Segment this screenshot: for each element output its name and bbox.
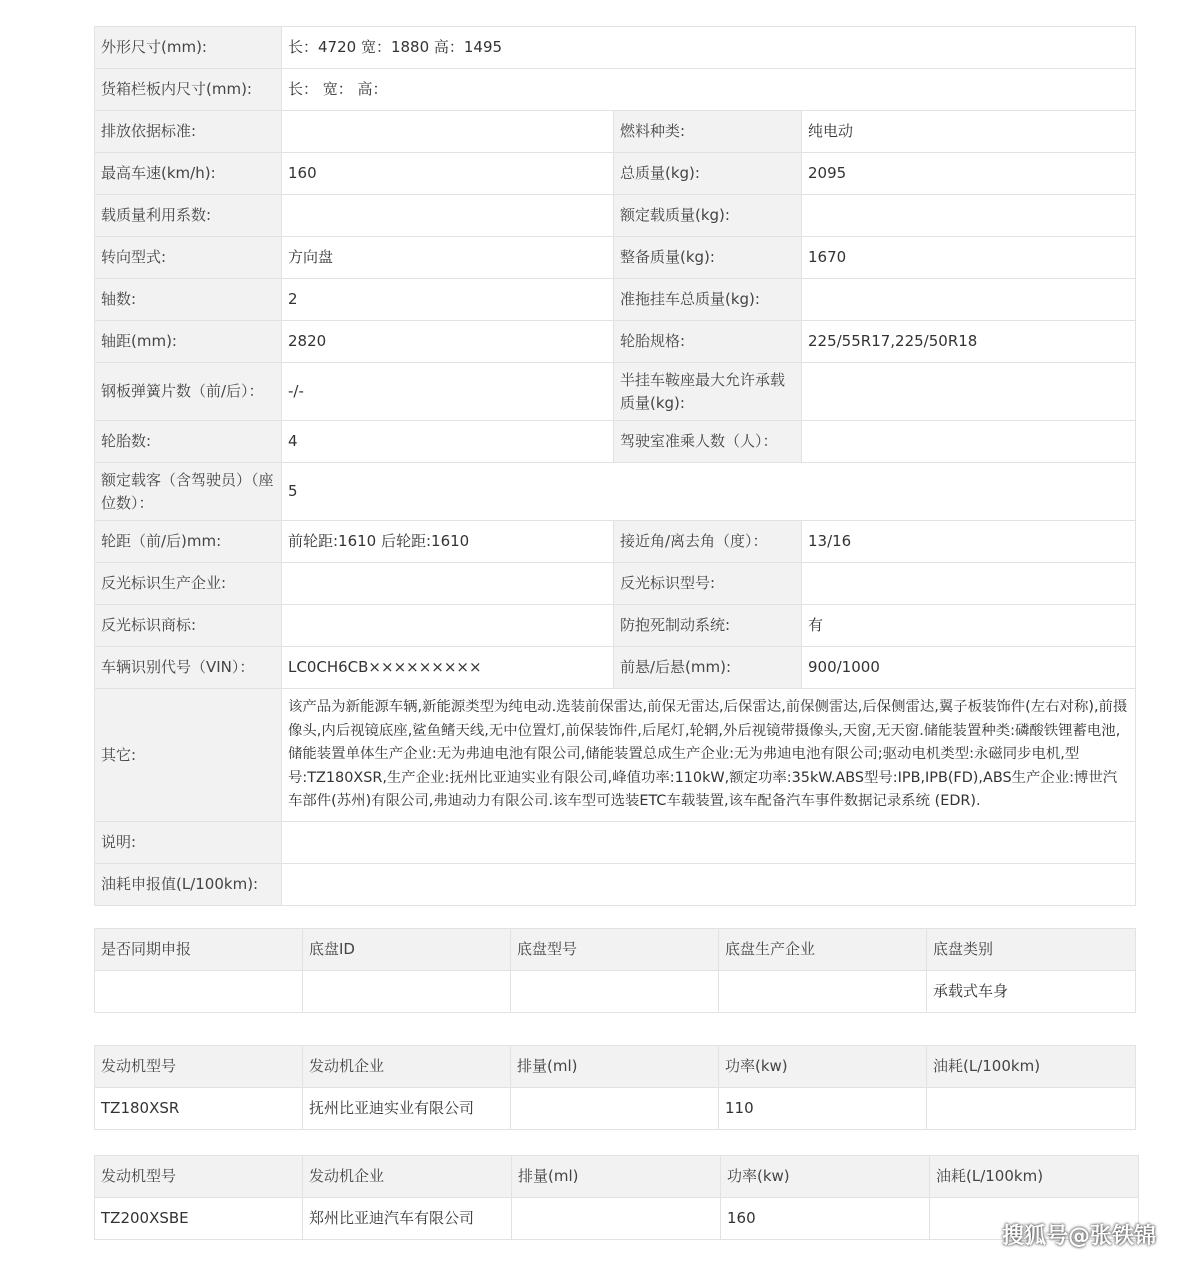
engine-cell: 抚州比亚迪实业有限公司 [303, 1088, 511, 1130]
saddle-value [802, 363, 1136, 421]
cabseats-label: 驾驶室准乘人数（人）： [614, 421, 802, 463]
chassis-data-row [95, 971, 1136, 1013]
chassis-header-cell: 底盘型号 [511, 929, 719, 971]
reflector-model-value [802, 563, 1136, 605]
passengers-label: 额定载客（含驾驶员）（座位数）： [95, 463, 282, 521]
fuelcons-value [282, 864, 1136, 906]
maxspeed-value: 160 [282, 153, 614, 195]
spec-row-tirecount [95, 421, 1136, 463]
ratedload-value [802, 195, 1136, 237]
totalmass-label: 总质量(kg): [614, 153, 802, 195]
abs-value: 有 [802, 605, 1136, 647]
spec-row-abs [95, 605, 1136, 647]
chassis-header-cell: 是否同期申报 [95, 929, 303, 971]
steering-label: 转向型式: [95, 237, 282, 279]
chassis-cell [95, 971, 303, 1013]
engine-header-cell: 油耗(L/100km) [930, 1156, 1139, 1198]
trailermass-label: 准拖挂车总质量(kg): [614, 279, 802, 321]
saddle-label: 半挂车鞍座最大允许承载质量(kg): [614, 363, 802, 421]
reflector-maker-value [282, 563, 614, 605]
engine-cell [511, 1088, 719, 1130]
engine-data-row [95, 1088, 1136, 1130]
chassis-header-row [95, 929, 1136, 971]
curbmass-label: 整备质量(kg): [614, 237, 802, 279]
engine-cell: 郑州比亚迪汽车有限公司 [303, 1198, 512, 1240]
chassis-cell [719, 971, 927, 1013]
reflector-brand-label: 反光标识商标: [95, 605, 282, 647]
engine-cell: TZ200XSBE [95, 1198, 303, 1240]
chassis-header-cell: 底盘类别 [927, 929, 1136, 971]
dims-value: 长：4720 宽：1880 高：1495 [282, 27, 1136, 69]
vin-label: 车辆识别代号（VIN）： [95, 647, 282, 689]
overhang-label: 前悬/后悬(mm): [614, 647, 802, 689]
dims-label: 外形尺寸(mm): [95, 27, 282, 69]
spec-row-passengers [95, 463, 1136, 521]
spec-row-load [95, 195, 1136, 237]
vin-value: LC0CH6CB××××××××× [282, 647, 614, 689]
springs-label: 钢板弹簧片数（前/后）： [95, 363, 282, 421]
cargo-label: 货箱栏板内尺寸(mm): [95, 69, 282, 111]
other-label: 其它: [95, 689, 282, 822]
engine-cell [927, 1088, 1136, 1130]
spec-row-other [95, 689, 1136, 822]
spec-row-fuelcons [95, 864, 1136, 906]
engine-header-row [95, 1046, 1136, 1088]
passengers-value: 5 [282, 463, 1136, 521]
engine-header-cell: 排量(ml) [512, 1156, 721, 1198]
angles-value: 13/16 [802, 521, 1136, 563]
track-label: 轮距（前/后)mm: [95, 521, 282, 563]
tire-value: 225/55R17,225/50R18 [802, 321, 1136, 363]
engine-header-cell: 油耗(L/100km) [927, 1046, 1136, 1088]
emission-label: 排放依据标准: [95, 111, 282, 153]
spec-row-springs [95, 363, 1136, 421]
engine-table-1 [94, 1045, 1136, 1130]
spec-row-axles [95, 279, 1136, 321]
engine-cell: TZ180XSR [95, 1088, 303, 1130]
spec-row-steering [95, 237, 1136, 279]
reflector-maker-label: 反光标识生产企业: [95, 563, 282, 605]
spec-row-speed [95, 153, 1136, 195]
chassis-cell [511, 971, 719, 1013]
axles-label: 轴数: [95, 279, 282, 321]
engine-cell: 160 [721, 1198, 930, 1240]
other-value: 该产品为新能源车辆,新能源类型为纯电动.选装前保雷达,前保无雷达,后保雷达,前保侧雷达,后保侧雷达,翼子板装饰件(左右对称),前摄像头,内后视镜底座,鲨鱼鳍天线,无中位置灯,前保装饰件,后尾灯,轮辋,外后视镜带摄像头,天窗,无天窗.储能装置种类:磷酸铁锂蓄电池,储能装置单体生产企业:无为弗迪电池有限公司,储能装置总成生产企业:无为弗迪电池有限公司;驱动电机类型:永磁同步电机,型号:TZ180XSR,生产企业:抚州比亚迪实业有限公司,峰值功率:110kW,额定功率:35kW.ABS型号:IPB,IPB(FD),ABS生产企业:博世汽车部件(苏州)有限公司,弗迪动力有限公司.该车型可选装ETC车载装置,该车配备汽车事件数据记录系统 (EDR). [282, 689, 1136, 822]
tirecount-label: 轮胎数: [95, 421, 282, 463]
chassis-cell: 承载式车身 [927, 971, 1136, 1013]
chassis-header-cell: 底盘ID [303, 929, 511, 971]
watermark: 搜狐号@张铁锦 [1002, 1224, 1157, 1249]
spec-row-track [95, 521, 1136, 563]
note-label: 说明: [95, 822, 282, 864]
axles-value: 2 [282, 279, 614, 321]
fuelcons-label: 油耗申报值(L/100km): [95, 864, 282, 906]
curbmass-value: 1670 [802, 237, 1136, 279]
vehicle-spec-table [94, 26, 1136, 906]
engine-table-2 [94, 1155, 1139, 1240]
cabseats-value [802, 421, 1136, 463]
engine-cell [512, 1198, 721, 1240]
emission-value [282, 111, 614, 153]
engine-header-cell: 功率(kw) [719, 1046, 927, 1088]
engine-header-cell: 发动机企业 [303, 1046, 511, 1088]
trailermass-value [802, 279, 1136, 321]
spec-row-note [95, 822, 1136, 864]
tire-label: 轮胎规格: [614, 321, 802, 363]
engine-header-cell: 发动机型号 [95, 1046, 303, 1088]
overhang-value: 900/1000 [802, 647, 1136, 689]
fuel-value: 纯电动 [802, 111, 1136, 153]
wheelbase-value: 2820 [282, 321, 614, 363]
spec-row-wheelbase [95, 321, 1136, 363]
track-value: 前轮距:1610 后轮距:1610 [282, 521, 614, 563]
spec-row-vin [95, 647, 1136, 689]
wheelbase-label: 轴距(mm): [95, 321, 282, 363]
loadcoef-value [282, 195, 614, 237]
spec-row-emission [95, 111, 1136, 153]
loadcoef-label: 载质量利用系数: [95, 195, 282, 237]
steering-value: 方向盘 [282, 237, 614, 279]
engine-header-cell: 发动机企业 [303, 1156, 512, 1198]
totalmass-value: 2095 [802, 153, 1136, 195]
tirecount-value: 4 [282, 421, 614, 463]
spec-row-dimensions [95, 27, 1136, 69]
chassis-cell [303, 971, 511, 1013]
engine-data-row [95, 1198, 1139, 1240]
note-value [282, 822, 1136, 864]
abs-label: 防抱死制动系统: [614, 605, 802, 647]
fuel-label: 燃料种类: [614, 111, 802, 153]
angles-label: 接近角/离去角（度）： [614, 521, 802, 563]
chassis-header-cell: 底盘生产企业 [719, 929, 927, 971]
spec-row-reflector [95, 563, 1136, 605]
reflector-brand-value [282, 605, 614, 647]
engine-header-cell: 功率(kw) [721, 1156, 930, 1198]
chassis-table [94, 928, 1136, 1013]
spec-row-cargo [95, 69, 1136, 111]
engine-header-cell: 排量(ml) [511, 1046, 719, 1088]
engine-header-row [95, 1156, 1139, 1198]
engine-cell: 110 [719, 1088, 927, 1130]
springs-value: -/- [282, 363, 614, 421]
reflector-model-label: 反光标识型号: [614, 563, 802, 605]
ratedload-label: 额定载质量(kg): [614, 195, 802, 237]
maxspeed-label: 最高车速(km/h): [95, 153, 282, 195]
engine-header-cell: 发动机型号 [95, 1156, 303, 1198]
cargo-value: 长： 宽： 高： [282, 69, 1136, 111]
